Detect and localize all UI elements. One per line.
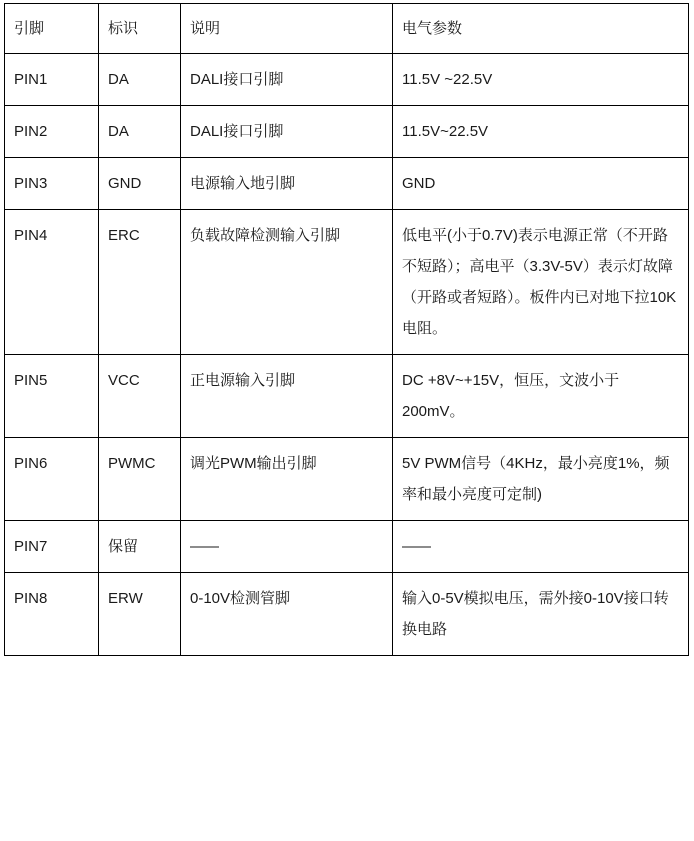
- cell-electrical: DC +8V~+15V，恒压，文波小于200mV。: [393, 355, 689, 438]
- cell-pin: PIN8: [5, 573, 99, 656]
- pin-definition-table: [4, 3, 689, 656]
- table-row: [5, 355, 689, 438]
- column-header-description: 说明: [181, 4, 393, 54]
- cell-sign: VCC: [99, 355, 181, 438]
- cell-pin: PIN2: [5, 106, 99, 158]
- column-header-pin: 引脚: [5, 4, 99, 54]
- cell-description: ——: [181, 521, 393, 573]
- cell-electrical: 输入0-5V模拟电压，需外接0-10V接口转换电路: [393, 573, 689, 656]
- cell-pin: PIN5: [5, 355, 99, 438]
- cell-sign: ERC: [99, 210, 181, 355]
- table-row: [5, 54, 689, 106]
- cell-pin: PIN3: [5, 158, 99, 210]
- cell-pin: PIN6: [5, 438, 99, 521]
- cell-sign: DA: [99, 54, 181, 106]
- column-header-sign: 标识: [99, 4, 181, 54]
- cell-electrical: 11.5V ~22.5V: [393, 54, 689, 106]
- column-header-electrical: 电气参数: [393, 4, 689, 54]
- cell-description: DALI接口引脚: [181, 54, 393, 106]
- cell-pin: PIN1: [5, 54, 99, 106]
- table-header-row: [5, 4, 689, 54]
- table-row: [5, 210, 689, 355]
- cell-sign: DA: [99, 106, 181, 158]
- cell-pin: PIN4: [5, 210, 99, 355]
- cell-electrical: ——: [393, 521, 689, 573]
- cell-description: 电源输入地引脚: [181, 158, 393, 210]
- cell-sign: GND: [99, 158, 181, 210]
- cell-description: 0-10V检测管脚: [181, 573, 393, 656]
- cell-sign: ERW: [99, 573, 181, 656]
- cell-electrical: 低电平(小于0.7V)表示电源正常（不开路不短路）；高电平（3.3V-5V）表示灯故障（开路或者短路）。板件内已对地下拉10K电阻。: [393, 210, 689, 355]
- cell-pin: PIN7: [5, 521, 99, 573]
- cell-sign: 保留: [99, 521, 181, 573]
- table-row: [5, 438, 689, 521]
- cell-description: DALI接口引脚: [181, 106, 393, 158]
- table-row: [5, 521, 689, 573]
- cell-sign: PWMC: [99, 438, 181, 521]
- cell-description: 调光PWM输出引脚: [181, 438, 393, 521]
- cell-electrical: 11.5V~22.5V: [393, 106, 689, 158]
- cell-description: 正电源输入引脚: [181, 355, 393, 438]
- cell-electrical: 5V PWM信号（4KHz，最小亮度1%，频率和最小亮度可定制): [393, 438, 689, 521]
- table-row: [5, 573, 689, 656]
- cell-electrical: GND: [393, 158, 689, 210]
- cell-description: 负载故障检测输入引脚: [181, 210, 393, 355]
- table-row: [5, 106, 689, 158]
- table-row: [5, 158, 689, 210]
